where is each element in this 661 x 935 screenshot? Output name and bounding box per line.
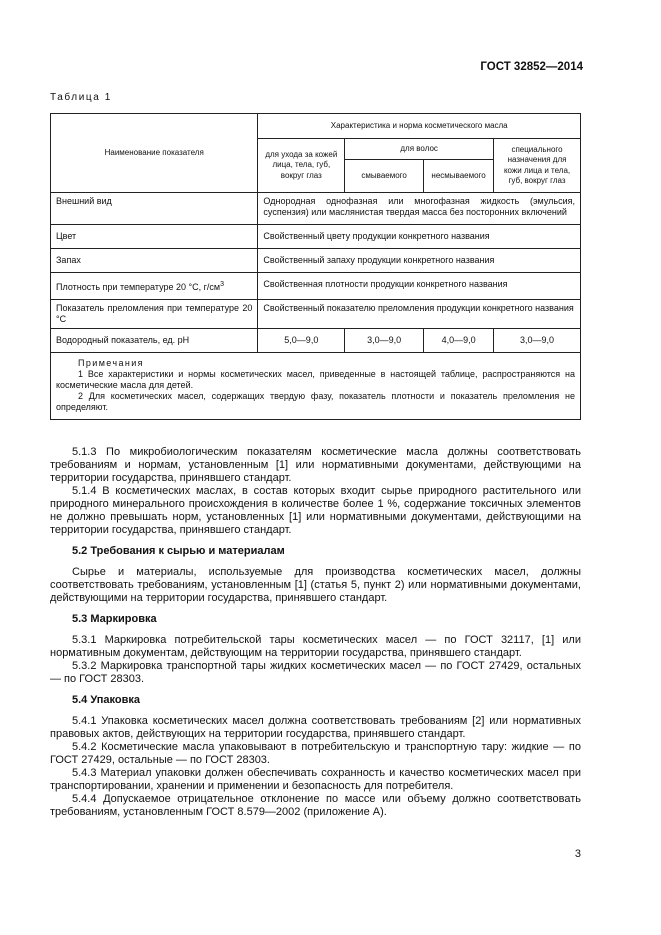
paragraph-5-3-2: 5.3.2 Маркировка транспортной тары жидких косметических масел — по ГОСТ 27429, остальных — по ГОСТ 28303. (50, 660, 581, 685)
note-1: 1 Все характеристики и нормы косметических масел, приведенные в настоящей таблице, распространяются на косметические масла для детей. (56, 369, 575, 390)
paragraph-5-2: Сырье и материалы, используемые для производства косметических масел, должны соответствовать требованиям, установленным [1] (статья 5, пункт 2) или нормативными документами, действующими на территории государства, принявшего стандарт. (50, 566, 581, 604)
section-heading-5-3: 5.3 Маркировка (72, 613, 157, 625)
density-label: Плотность при температуре 20 °С, г/см (56, 282, 221, 292)
row-value-density: Свойственная плотности продукции конкретного названия (258, 273, 581, 300)
table-row (51, 300, 581, 329)
table-row (51, 273, 581, 300)
header-characteristic-group: Характеристика и норма косметического масла (258, 114, 581, 139)
specification-table (50, 113, 581, 420)
ph-leave: 4,0—9,0 (424, 329, 494, 353)
row-name-odor: Запах (51, 249, 258, 273)
row-value-refraction: Свойственный показателю преломления продукции конкретного названия (258, 300, 581, 329)
ph-special: 3,0—9,0 (494, 329, 581, 353)
page-number: 3 (574, 848, 581, 860)
ph-rinse: 3,0—9,0 (345, 329, 424, 353)
header-hair: для волос (345, 139, 494, 160)
table-row (51, 193, 581, 225)
ph-face: 5,0—9,0 (258, 329, 345, 353)
header-leave-on: несмываемого (424, 160, 494, 193)
paragraph-5-3-1: 5.3.1 Маркировка потребительской тары косметических масел — по ГОСТ 32117, [1] или нормативным документам, действующим на территории государства, принявшего стандарт. (50, 634, 581, 659)
section-heading-5-4: 5.4 Упаковка (72, 694, 140, 706)
row-name-density (51, 273, 258, 300)
paragraph-5-4-4: 5.4.4 Допускаемое отрицательное отклонение по массе или объему должно соответствовать требованиям, установленным ГОСТ 8.579—2002 (приложение А). (50, 793, 581, 818)
row-name-ph: Водородный показатель, ед. pH (51, 329, 258, 353)
row-value-color: Свойственный цвету продукции конкретного названия (258, 225, 581, 249)
row-value-appearance: Однородная однофазная или многофазная жидкость (эмульсия, суспензия) или маслянистая твердая масса без посторонних включений (258, 193, 581, 225)
table-row (51, 225, 581, 249)
paragraph-5-4-1: 5.4.1 Упаковка косметических масел должна соответствовать требованиям [2] или нормативных правовых актов, действующих на территории государства, принявшего стандарт. (50, 715, 581, 740)
table-caption: Таблица 1 (50, 92, 112, 103)
section-heading-5-2: 5.2 Требования к сырью и материалам (72, 545, 285, 557)
body-text (50, 446, 581, 819)
paragraph-5-4-2: 5.4.2 Косметические масла упаковывают в потребительскую и транспортную тару: жидкие — по ГОСТ 27429, остальные — по ГОСТ 28303. (50, 741, 581, 766)
header-special-purpose: специального назначения для кожи лица и тела, губ, вокруг глаз (494, 139, 581, 193)
header-face-care: для ухода за кожей лица, тела, губ, вокруг глаз (258, 139, 345, 193)
table-notes (51, 353, 581, 420)
paragraph-5-1-4: 5.1.4 В косметических маслах, в состав которых входит сырье природного растительного или природного минерального происхождения в количестве более 1 %, содержание токсичных элементов не должно превышать норм, установленных [1] или нормативными документами, действующими на территории государства, принявшего стандарт. (50, 485, 581, 536)
row-value-odor: Свойственный запаху продукции конкретного названия (258, 249, 581, 273)
row-name-appearance: Внешний вид (51, 193, 258, 225)
header-rinse-off: смываемого (345, 160, 424, 193)
row-name-refraction: Показатель преломления при температуре 20 °С (51, 300, 258, 329)
paragraph-5-4-3: 5.4.3 Материал упаковки должен обеспечивать сохранность и качество косметических масел при транспортировании, хранении и применении и безопасность для потребителя. (50, 767, 581, 792)
notes-title: Примечания (78, 358, 144, 368)
paragraph-5-1-3: 5.1.3 По микробиологическим показателям косметические масла должны соответствовать требованиям и нормам, установленным [1] или нормативными документами, действующими на территории государства, принявшего стандарт. (50, 446, 581, 484)
row-name-color: Цвет (51, 225, 258, 249)
table-row (51, 329, 581, 353)
header-indicator-name: Наименование показателя (51, 114, 258, 193)
document-code: ГОСТ 32852—2014 (480, 61, 583, 73)
note-2: 2 Для косметических масел, содержащих твердую фазу, показатель плотности и показатель преломления не определяют. (56, 391, 575, 412)
density-unit-exponent: 3 (220, 281, 224, 288)
table-row (51, 249, 581, 273)
